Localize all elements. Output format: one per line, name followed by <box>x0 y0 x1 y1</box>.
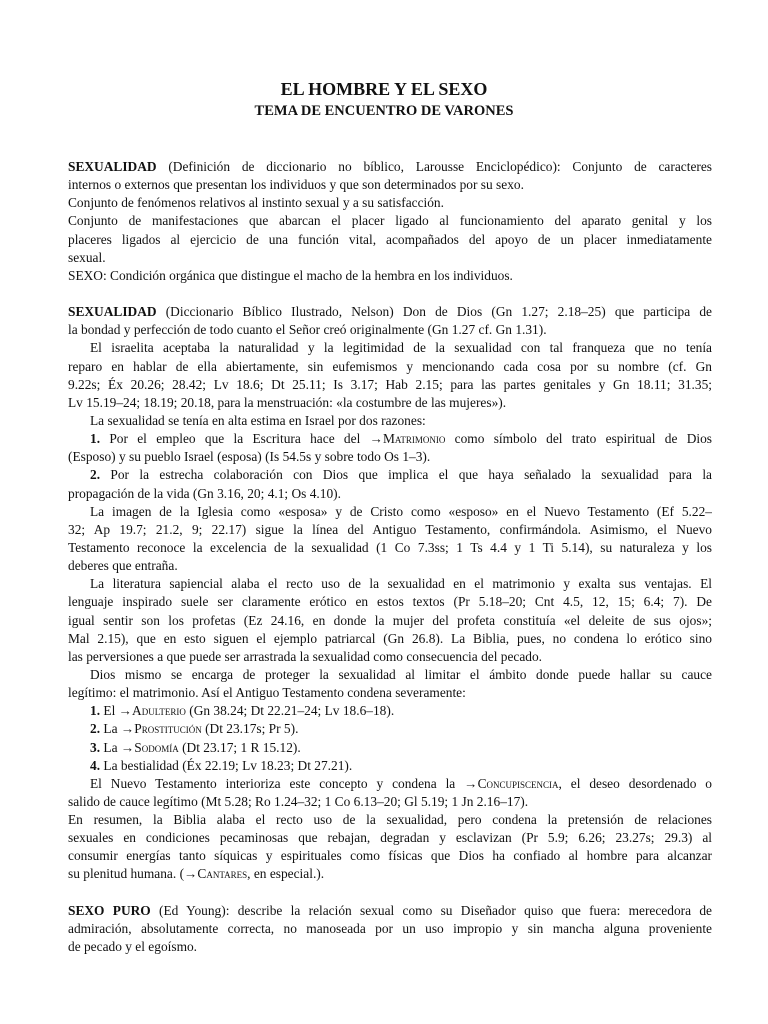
paragraph-gap <box>68 285 712 303</box>
list-item <box>68 702 712 720</box>
list-number: 4. <box>90 757 101 773</box>
document-title: EL HOMBRE Y EL SEXO <box>280 79 488 99</box>
text-span: , el deseo desordenado o <box>558 775 712 791</box>
text-line: En resumen, la Biblia alaba el recto uso de la sexualidad, pero condena la pretensión de relaciones <box>68 812 712 828</box>
text-span: como símbolo del trato espiritual de Dios <box>445 431 712 447</box>
text-line: internos o externos que presentan los individuos y que son determinados por su sexo. <box>68 177 524 193</box>
text-line: Dios mismo se encarga de proteger la sexualidad al limitar el ámbito donde puede hallar su cauce <box>90 666 712 682</box>
text-line: las perversiones a que puede ser arrastrada la sexualidad como consecuencia del pecado. <box>68 648 543 664</box>
text-span: (Diccionario Bíblico Ilustrado, Nelson) Don de Dios (Gn 1.27; 2.18–25) que participa de <box>156 304 712 320</box>
text-line: Conjunto de manifestaciones que abarcan el placer ligado al funcionamiento del aparato genital y los <box>68 213 712 229</box>
paragraph-gap <box>68 884 712 902</box>
list-number: 1. <box>90 703 101 719</box>
text-line: La sexualidad se tenía en alta estima en Israel por dos razones: <box>90 412 426 428</box>
term-heading: SEXO PURO <box>68 902 151 918</box>
text-line <box>68 902 712 920</box>
cross-reference-arrow-icon: → <box>118 703 133 719</box>
text-line <box>68 466 712 484</box>
text-span: (Definición de diccionario no bíblico, Larousse Enciclopédico): Conjunto de caracteres <box>156 159 712 174</box>
text-line: lenguaje inspirado suele ser claramente erótico en estos textos (Pr 5.18–20; Cnt 4.5, 12, 15; 6.4; 7). De <box>68 594 712 610</box>
cross-reference-arrow-icon: → <box>464 775 478 791</box>
text-line: La literatura sapiencial alaba el recto uso de la sexualidad en el matrimonio y exalta sus ventajas. El <box>90 576 712 592</box>
text-span: , en especial.). <box>247 866 325 882</box>
document-body <box>68 158 712 956</box>
list-item <box>68 739 712 757</box>
text-line: El israelita aceptaba la naturalidad y la legitimidad de la sexualidad con tal franqueza que no tenía <box>90 340 712 356</box>
text-line <box>68 775 712 793</box>
text-line: reparo en hablar de ella abiertamente, sin eufemismos y mencionando cada cosa por su nombre (cf. Gn <box>68 358 712 374</box>
text-span: (Dt 23.17; 1 R 15.12). <box>178 739 301 755</box>
text-line: 32; Ap 19.7; 21.2, 9; 22.17) sigue la línea del Antiguo Testamento, confirmándola. Asimismo, el Nuevo <box>68 521 712 537</box>
cross-reference-arrow-icon: → <box>369 431 383 447</box>
cross-reference-arrow-icon: → <box>184 866 198 882</box>
text-span: Por el empleo que la Escritura hace del <box>100 431 370 447</box>
text-line: Testamento reconoce la excelencia de la sexualidad (1 Co 7.3ss; 1 Ts 4.4 y 1 Ti 5.14), su naturaleza y los <box>68 539 712 555</box>
text-line: sexuales en condiciones pecaminosas que rebajan, degradan y esclavizan (Pr 5.9; 6.26; 23.27s; 29.3) al <box>68 830 712 846</box>
list-number: 3. <box>90 739 101 755</box>
section-sexualidad-larousse <box>68 158 712 285</box>
text-line: SEXO: Condición orgánica que distingue el macho de la hembra en los individuos. <box>68 267 513 283</box>
list-item <box>68 720 712 738</box>
term-heading: SEXUALIDAD <box>68 304 157 320</box>
text-line: (Esposo) y su pueblo Israel (esposa) (Is 54.5s y sobre todo Os 1–3). <box>68 449 431 465</box>
cross-reference-arrow-icon: → <box>120 739 135 755</box>
text-line: deberes que entraña. <box>68 558 178 574</box>
text-line: legítimo: el matrimonio. Así el Antiguo Testamento condena severamente: <box>68 685 466 701</box>
text-line: La imagen de la Iglesia como «esposa» y de Cristo como «esposo» en el Nuevo Testamento (Ef 5.22– <box>90 503 712 519</box>
term-heading: SEXUALIDAD <box>68 159 157 174</box>
list-item <box>68 757 712 775</box>
text-line: propagación de la vida (Gn 3.16, 20; 4.1; Os 4.10). <box>68 485 341 501</box>
text-line <box>68 303 712 321</box>
text-span: La <box>100 739 121 755</box>
text-line: admiración, absolutamente correcta, no manoseada por un uso impropio y sin mancha alguna proveniente <box>68 920 712 936</box>
text-span: (Gn 38.24; Dt 22.21–24; Lv 18.6–18). <box>185 703 395 719</box>
text-line <box>68 158 712 176</box>
text-line: sexual. <box>68 249 106 265</box>
cross-reference-link: Cantares <box>197 866 248 882</box>
text-line: 9.22s; Éx 20.26; 28.42; Lv 18.6; Dt 25.11; Is 3.17; Hab 2.15; para las partes genitales y Gn 18.11; 31.35; <box>68 376 712 392</box>
text-line: placeres ligados al ejercicio de una función vital, acompañados del apoyo de un placer inmediatamente <box>68 231 712 247</box>
text-span: (Ed Young): describe la relación sexual como su Diseñador quiso que fuera: merecedora de <box>150 902 712 918</box>
cross-reference-link: Adulterio <box>132 703 186 719</box>
cross-reference-link: Sodomía <box>134 739 179 755</box>
text-line: Mal 2.15), que en esto siguen el ejemplo patriarcal (Gn 26.8). La Biblia, pues, no condena lo erótico sino <box>68 630 712 646</box>
text-line: igual sentir son los profetas (Ez 24.16, en donde la mujer del profeta constituía «el deleite de sus ojos»; <box>68 612 712 628</box>
cross-reference-link: Concupiscencia <box>477 775 559 791</box>
text-span: Por la estrecha colaboración con Dios que implica el que haya señalado la sexualidad para la <box>100 467 712 483</box>
section-sexualidad-biblico <box>68 303 712 884</box>
text-line: de pecado y el egoísmo. <box>68 939 198 955</box>
text-span: (Dt 23.17s; Pr 5). <box>201 721 299 737</box>
text-line: consumir energías tanto síquicas y espirituales como físicas que Dios ha confiado al hombre para alcanzar <box>68 848 712 864</box>
cross-reference-link: Prostitución <box>134 721 202 737</box>
text-span: El Nuevo Testamento interioriza este concepto y condena la <box>90 775 465 791</box>
text-line <box>68 430 712 448</box>
text-span: La <box>100 721 121 737</box>
text-line: la bondad y perfección de todo cuanto el Señor creó originalmente (Gn 1.27 cf. Gn 1.31). <box>68 322 547 338</box>
document-subtitle: TEMA DE ENCUENTRO DE VARONES <box>254 103 514 119</box>
cross-reference-link: Matrimonio <box>382 431 446 447</box>
text-line: Conjunto de fenómenos relativos al instinto sexual y a su satisfacción. <box>68 195 444 211</box>
list-number: 2. <box>90 721 101 737</box>
text-span: El <box>100 703 119 719</box>
cross-reference-arrow-icon: → <box>120 721 135 737</box>
text-line: Lv 15.19–24; 18.19; 20.18, para la menstruación: «la costumbre de las mujeres»). <box>68 394 507 410</box>
text-line <box>68 865 712 883</box>
text-line: salido de cauce legítimo (Mt 5.28; Ro 1.24–32; 1 Co 6.13–20; Gl 5.19; 1 Jn 2.16–17). <box>68 793 529 809</box>
section-sexo-puro <box>68 902 712 956</box>
text-span: su plenitud humana. ( <box>68 866 185 882</box>
list-number: 1. <box>90 431 101 447</box>
list-number: 2. <box>90 467 101 483</box>
text-span: La bestialidad (Éx 22.19; Lv 18.23; Dt 27.21). <box>100 757 353 773</box>
